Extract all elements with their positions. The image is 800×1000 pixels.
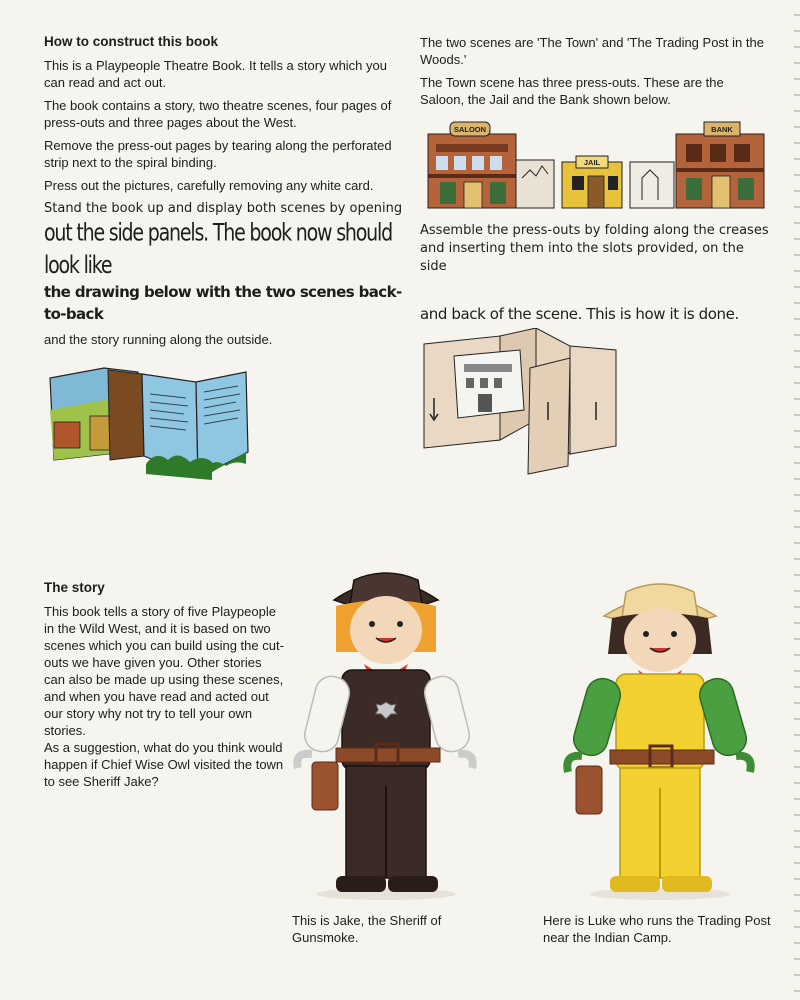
- construct-p2: The book contains a story, two theatre scenes, four pages of press-outs and three pages about the West.: [44, 98, 392, 130]
- jail-pressout: [562, 156, 622, 208]
- construct-section: [44, 34, 404, 354]
- story-section: [44, 580, 284, 796]
- scenes-p4: and back of the scene. This is how it is done.: [420, 305, 739, 323]
- story-suggestion: As a suggestion, what do you think would happen if Chief Wise Owl visited the town to see Sheriff Jake?: [44, 740, 284, 789]
- open-book-illustration: [46, 360, 256, 485]
- construct-p5: Stand the book up and display both scenes by opening: [44, 201, 403, 216]
- pressout-being-inserted: [454, 350, 524, 418]
- luke-caption: Here is Luke who runs the Trading Post near the Indian Camp.: [543, 913, 771, 945]
- assembly-illustration: [420, 328, 630, 476]
- construct-p6: out the side panels. The book now should look like: [44, 219, 392, 279]
- scenes-p2: The Town scene has three press-outs. These are the Saloon, the Jail and the Bank shown below.: [420, 75, 724, 107]
- saloon-sign: SALOON: [453, 125, 487, 134]
- spiral-binding-edge: [794, 0, 800, 1000]
- jake-sheriff-figure: [276, 572, 498, 902]
- scenes-section: [420, 34, 765, 114]
- scenes-p3: Assemble the press-outs by folding along the creases and inserting them into the slots provided, on the side: [420, 223, 769, 274]
- bank-sign: BANK: [711, 125, 733, 134]
- story-body: This book tells a story of five Playpeople in the Wild West, and it is based on two scenes which you can build using the cut-outs we have given you. Other stories can also be made up using these scenes, and when you have read and acted out our story why not try to tell your own stories.: [44, 604, 284, 738]
- construct-p1: This is a Playpeople Theatre Book. It tells a story which you can read and act out.: [44, 58, 387, 90]
- press-outs-illustration: [420, 118, 770, 214]
- luke-trader-figure: [548, 572, 770, 902]
- saloon-pressout: [428, 122, 516, 208]
- construct-heading: How to construct this book: [44, 34, 218, 49]
- assemble-section: [420, 222, 770, 330]
- jake-caption: This is Jake, the Sheriff of Gunsmoke.: [292, 913, 442, 945]
- construct-p4: Press out the pictures, carefully removing any white card.: [44, 178, 374, 193]
- scenes-p1: The two scenes are 'The Town' and 'The Trading Post in the Woods.': [420, 35, 764, 67]
- construct-p3: Remove the press-out pages by tearing along the perforated strip next to the spiral binding.: [44, 138, 392, 170]
- story-heading: The story: [44, 580, 105, 595]
- bank-pressout: [676, 122, 764, 208]
- jail-sign: JAIL: [583, 158, 601, 167]
- construct-p8: and the story running along the outside.: [44, 332, 273, 347]
- construct-p7: the drawing below with the two scenes back-to-back: [44, 283, 402, 323]
